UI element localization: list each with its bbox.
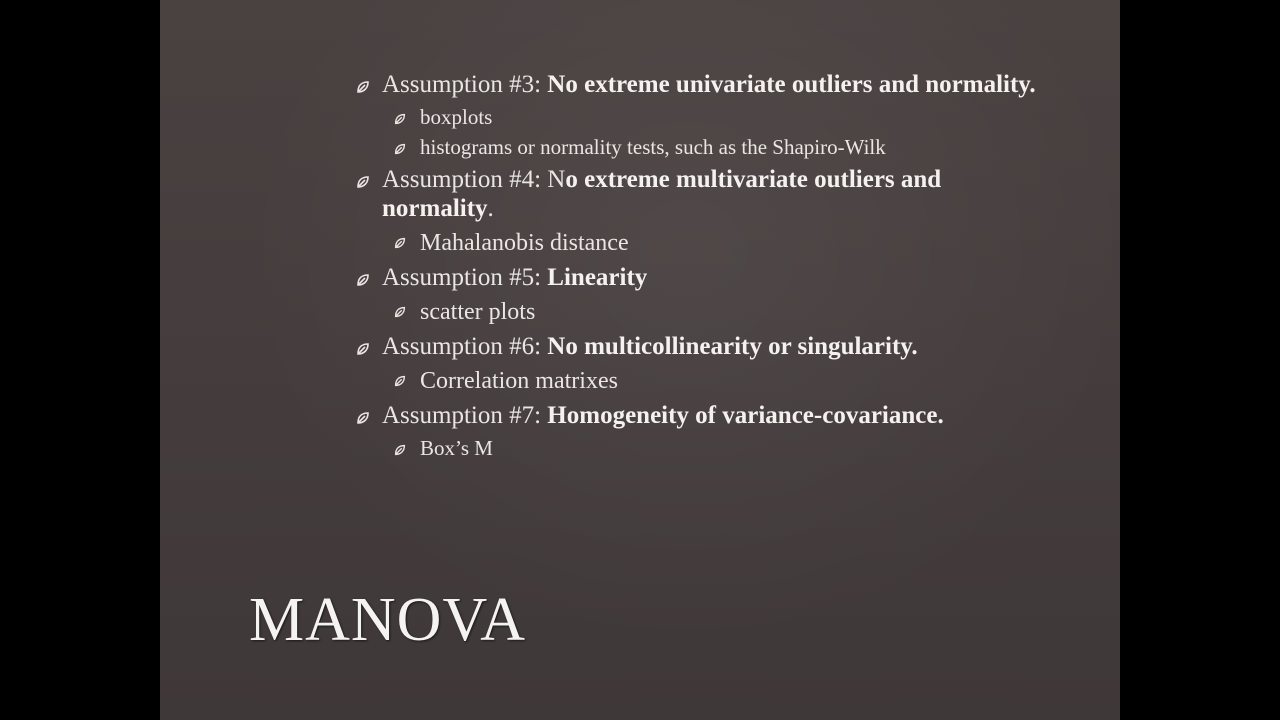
slide-title: MANOVA <box>249 586 527 654</box>
assumption-bold-text: Homogeneity of variance-covariance. <box>547 402 944 429</box>
leaf-bullet-icon <box>355 341 371 357</box>
assumption-bold-text: No extreme univariate outliers and normality. <box>547 71 1036 98</box>
sub-item-text: Mahalanobis distance <box>420 230 629 256</box>
leaf-bullet-icon <box>355 79 371 95</box>
sub-item <box>355 367 1055 395</box>
assumption-item-5 <box>355 263 1055 292</box>
leaf-bullet-icon <box>393 142 407 156</box>
sub-item-text: Correlation matrixes <box>420 368 618 394</box>
leaf-bullet-icon <box>355 272 371 288</box>
assumption-item-7 <box>355 401 1055 430</box>
assumption-list <box>355 70 1055 466</box>
assumption-item-4 <box>355 165 1055 223</box>
leaf-bullet-icon <box>393 443 407 457</box>
sub-item <box>355 229 1055 257</box>
assumption-label: Assumption #5: <box>382 264 548 291</box>
leaf-bullet-icon <box>393 236 407 250</box>
sub-item-text: boxplots <box>420 105 493 129</box>
sub-item <box>355 298 1055 326</box>
sub-item <box>355 436 1055 460</box>
assumption-item-6 <box>355 332 1055 361</box>
leaf-bullet-icon <box>355 410 371 426</box>
leaf-bullet-icon <box>355 174 371 190</box>
slide <box>160 0 1120 720</box>
assumption-item-3 <box>355 70 1055 99</box>
leaf-bullet-icon <box>393 112 407 126</box>
assumption-label: Assumption #7: <box>382 402 548 429</box>
sub-item <box>355 135 1055 159</box>
sub-item-text: histograms or normality tests, such as the Shapiro-Wilk <box>420 135 886 159</box>
assumption-label: Assumption #4: N <box>382 166 566 193</box>
assumption-bold-text: o extreme multivariate outliers and normality <box>382 166 942 222</box>
sub-item-text: Box’s M <box>420 436 493 460</box>
assumption-bold-text: Linearity <box>547 264 648 291</box>
assumption-label: Assumption #6: <box>382 333 548 360</box>
assumption-suffix: . <box>487 195 494 222</box>
leaf-bullet-icon <box>393 305 407 319</box>
assumption-bold-text: No multicollinearity or singularity. <box>547 333 918 360</box>
assumption-label: Assumption #3: <box>382 71 548 98</box>
sub-item-text: scatter plots <box>420 299 536 325</box>
sub-item <box>355 105 1055 129</box>
leaf-bullet-icon <box>393 374 407 388</box>
